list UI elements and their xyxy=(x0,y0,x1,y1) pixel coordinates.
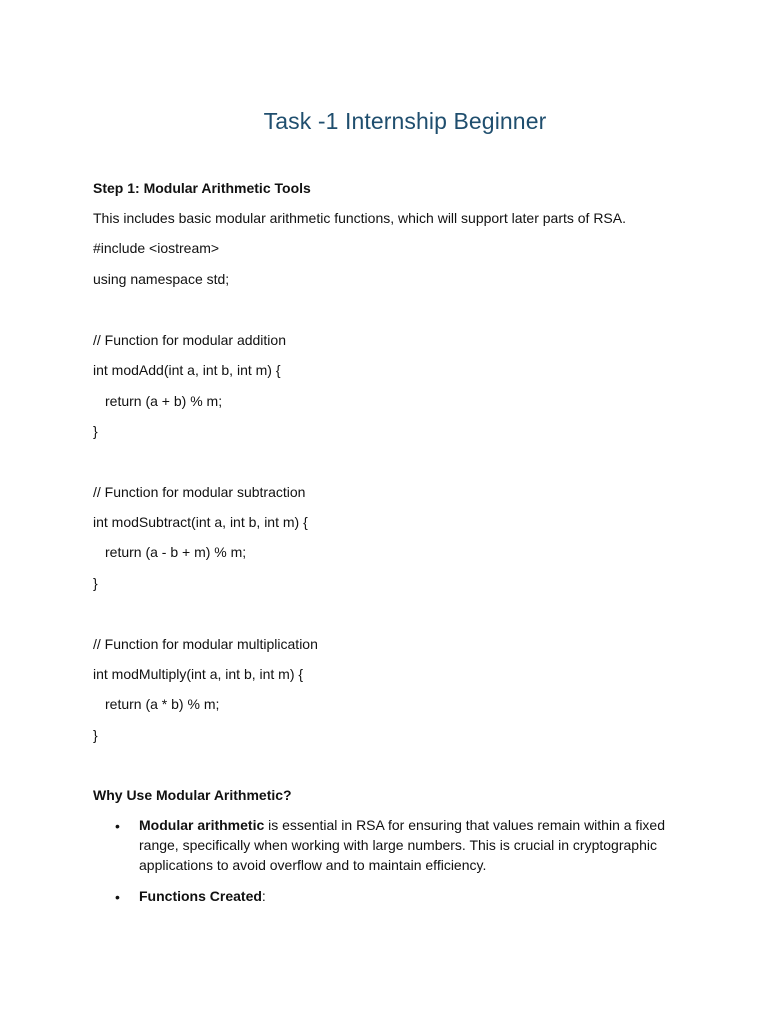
code-add-return: return (a + b) % m; xyxy=(105,393,223,409)
code-sub-comment: // Function for modular subtraction xyxy=(93,484,306,500)
bullet-bold-term: Modular arithmetic xyxy=(139,817,265,833)
bullet-icon: • xyxy=(115,889,120,905)
intro-paragraph: This includes basic modular arithmetic functions, which will support later parts of RSA. xyxy=(93,210,626,226)
bullet-functions-created xyxy=(139,886,679,906)
bullet-body: : xyxy=(261,888,266,904)
why-heading: Why Use Modular Arithmetic? xyxy=(93,787,292,803)
code-sub-signature: int modSubtract(int a, int b, int m) { xyxy=(93,514,308,530)
bullet-modular-arithmetic xyxy=(139,815,679,875)
step1-heading: Step 1: Modular Arithmetic Tools xyxy=(93,180,311,196)
code-sub-close: } xyxy=(93,575,98,591)
code-sub-return: return (a - b + m) % m; xyxy=(105,544,247,560)
code-mul-return: return (a * b) % m; xyxy=(105,696,220,712)
code-add-signature: int modAdd(int a, int b, int m) { xyxy=(93,362,281,378)
bullet-bold-term: Functions Created xyxy=(139,888,262,904)
code-include: #include <iostream> xyxy=(93,240,220,256)
code-namespace: using namespace std; xyxy=(93,271,230,287)
code-add-close: } xyxy=(93,423,98,439)
code-mul-close: } xyxy=(93,727,98,743)
bullet-body: is essential in RSA for ensuring that values remain within a fixed range, specifically when working with large numbers. This is crucial in cryptographic applications to avoid overflow and to maintain efficiency. xyxy=(139,817,666,873)
code-mul-comment: // Function for modular multiplication xyxy=(93,636,318,652)
bullet-icon: • xyxy=(115,818,120,834)
code-add-comment: // Function for modular addition xyxy=(93,332,286,348)
document-title: Task -1 Internship Beginner xyxy=(263,108,547,134)
code-mul-signature: int modMultiply(int a, int b, int m) { xyxy=(93,666,304,682)
